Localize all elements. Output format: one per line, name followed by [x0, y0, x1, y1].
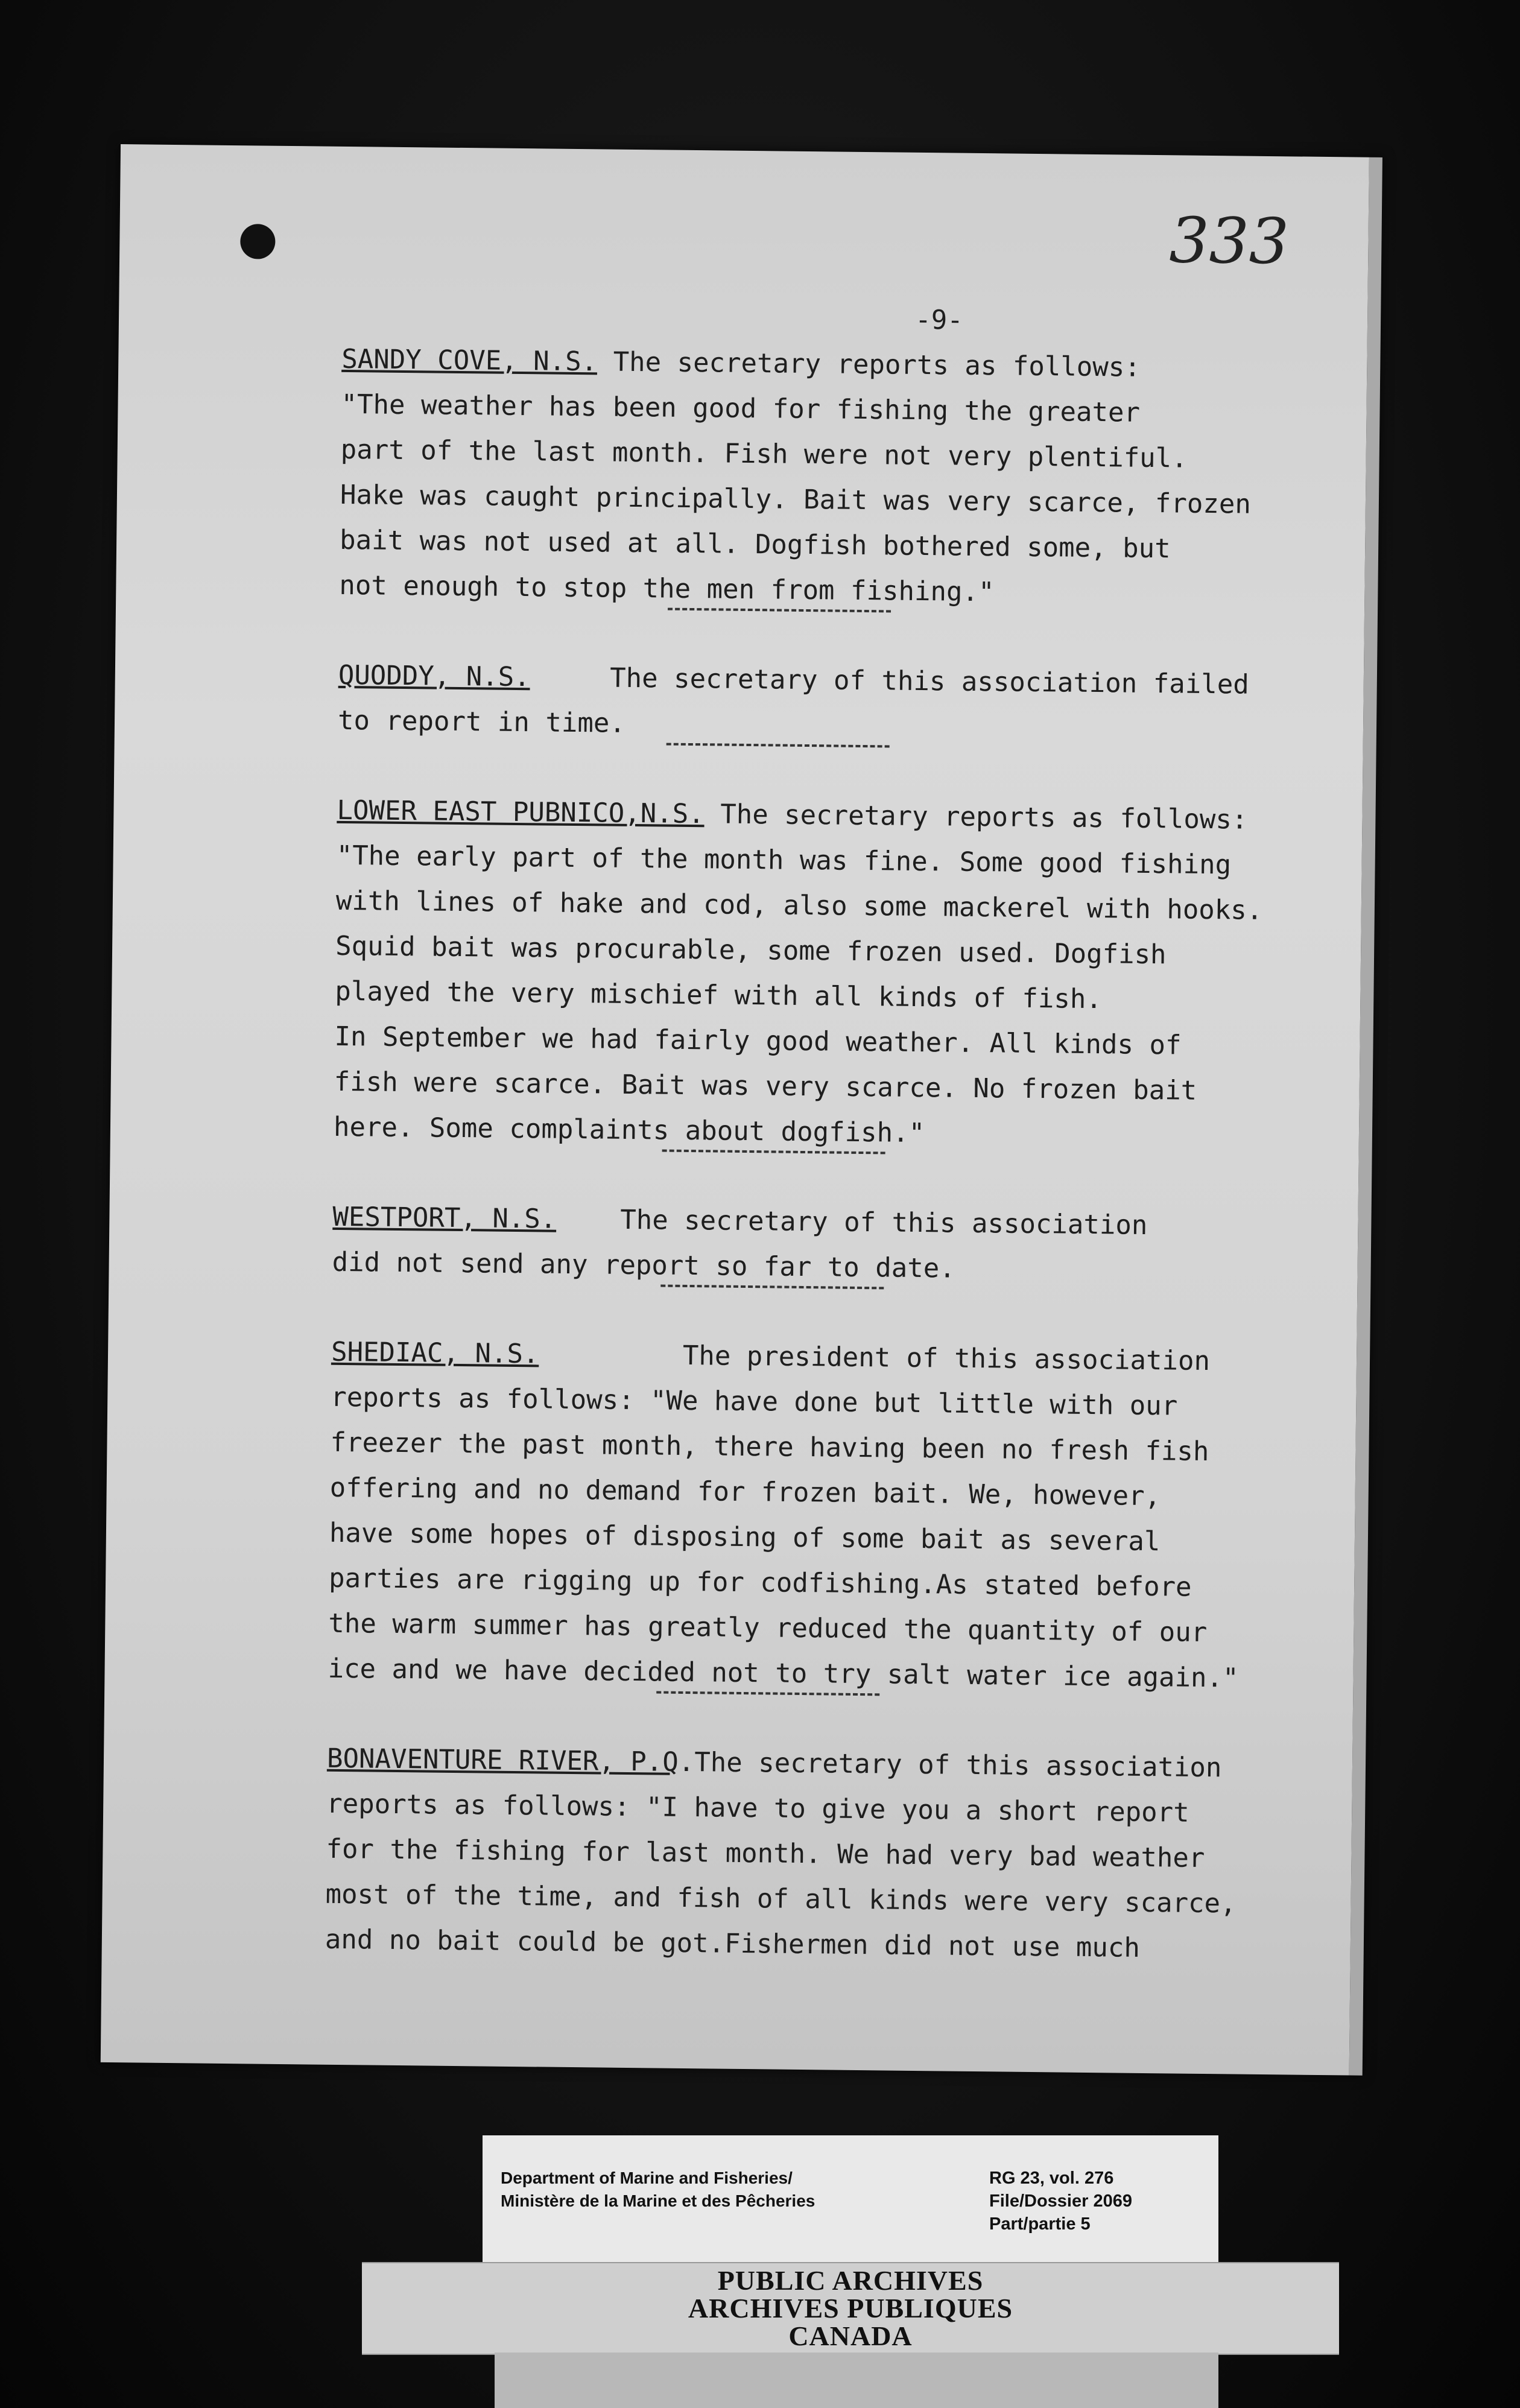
section-heading: BONAVENTURE RIVER, P.Q [326, 1743, 679, 1778]
text-line: here. Some complaints about dogfish." [333, 1111, 925, 1149]
text-line: The secretary reports as follows: [597, 346, 1141, 383]
section-heading: SANDY COVE, N.S. [341, 343, 598, 378]
stamp-line-2: ARCHIVES PUBLIQUES [688, 2293, 1013, 2324]
text-line: The secretary of this association failed [530, 662, 1249, 700]
file-number: File/Dossier 2069 [989, 2191, 1132, 2211]
typed-text [325, 291, 1458, 1974]
section-quoddy [338, 653, 1454, 755]
text-line: part of the last month. Fish were not very plentiful. [340, 434, 1188, 474]
text-line: the warm summer has greatly reduced the quantity of our [328, 1608, 1208, 1649]
text-line: The president of this association [539, 1339, 1211, 1377]
text-line: "The weather has been good for fishing the greater [341, 388, 1141, 428]
section-shediac [328, 1329, 1447, 1703]
section-heading: QUODDY, N.S. [338, 659, 530, 693]
caption-department [501, 2167, 815, 2213]
section-bonaventure-river [325, 1736, 1443, 1974]
folio-number: 333 [1168, 203, 1290, 279]
text-line: reports as follows: "I have to give you a short report [326, 1788, 1189, 1828]
section-heading: LOWER EAST PUBNICO,N.S. [337, 794, 705, 830]
film-strip-edge [495, 2353, 1218, 2408]
text-line: The secretary of this association [556, 1203, 1148, 1241]
stamp-line-1: PUBLIC ARCHIVES [717, 2265, 984, 2296]
archival-caption [483, 2135, 1218, 2262]
text-line: most of the time, and fish of all kinds were very scarce, [325, 1878, 1237, 1919]
text-line: fish were scarce. Bait was very scarce. No frozen bait [334, 1066, 1197, 1106]
text-line: reports as follows: "We have done but little with our [331, 1381, 1178, 1422]
text-line: The secretary reports as follows: [704, 799, 1248, 835]
text-line: .The secretary of this association [678, 1746, 1222, 1784]
text-line: to report in time. [337, 705, 626, 739]
text-line: for the fishing for last month. We had very bad weather [326, 1833, 1205, 1874]
section-heading: SHEDIAC, N.S. [331, 1336, 539, 1370]
text-line: did not send any report so far to date. [332, 1246, 956, 1284]
caption-reference [989, 2167, 1132, 2235]
department-english: Department of Marine and Fisheries/ [501, 2169, 793, 2187]
text-line: bait was not used at all. Dogfish bothered some, but [339, 524, 1171, 565]
section-westport [332, 1194, 1448, 1296]
text-line: freezer the past month, there having been no fresh fish [330, 1427, 1209, 1468]
department-french: Ministère de la Marine et des Pêcheries [501, 2191, 815, 2210]
page-number: -9- [915, 304, 964, 336]
text-line: offering and no demand for frozen bait. We, however, [329, 1472, 1161, 1512]
text-line: with lines of hake and cod, also some mackerel with hooks. [335, 885, 1263, 926]
text-line: played the very mischief with all kinds of fish. [335, 975, 1103, 1015]
text-line: parties are rigging up for codfishing.As stated before [328, 1562, 1192, 1603]
punch-hole [240, 224, 276, 259]
text-line: "The early part of the month was fine. Some good fishing [336, 840, 1232, 881]
text-line: ice and we have decided not to try salt water ice again." [328, 1653, 1239, 1694]
text-line: have some hopes of disposing of some bait as several [329, 1517, 1161, 1557]
text-line: not enough to stop the men from fishing." [339, 569, 995, 608]
document-page [101, 144, 1382, 2076]
text-line: In September we had fairly good weather. All kinds of [334, 1021, 1182, 1061]
part-number: Part/partie 5 [989, 2214, 1091, 2234]
text-line: Hake was caught principally. Bait was very scarce, frozen [340, 479, 1252, 520]
stamp-line-3: CANADA [788, 2321, 913, 2351]
text-line: and no bait could be got.Fishermen did not use much [325, 1924, 1141, 1963]
section-lower-east-pubnico [334, 788, 1453, 1161]
text-line: Squid bait was procurable, some frozen used. Dogfish [335, 930, 1167, 971]
archive-stamp [362, 2262, 1339, 2355]
section-sandy-cove [339, 337, 1458, 619]
section-heading: WESTPORT, N.S. [332, 1201, 557, 1235]
record-group: RG 23, vol. 276 [989, 2169, 1114, 2188]
